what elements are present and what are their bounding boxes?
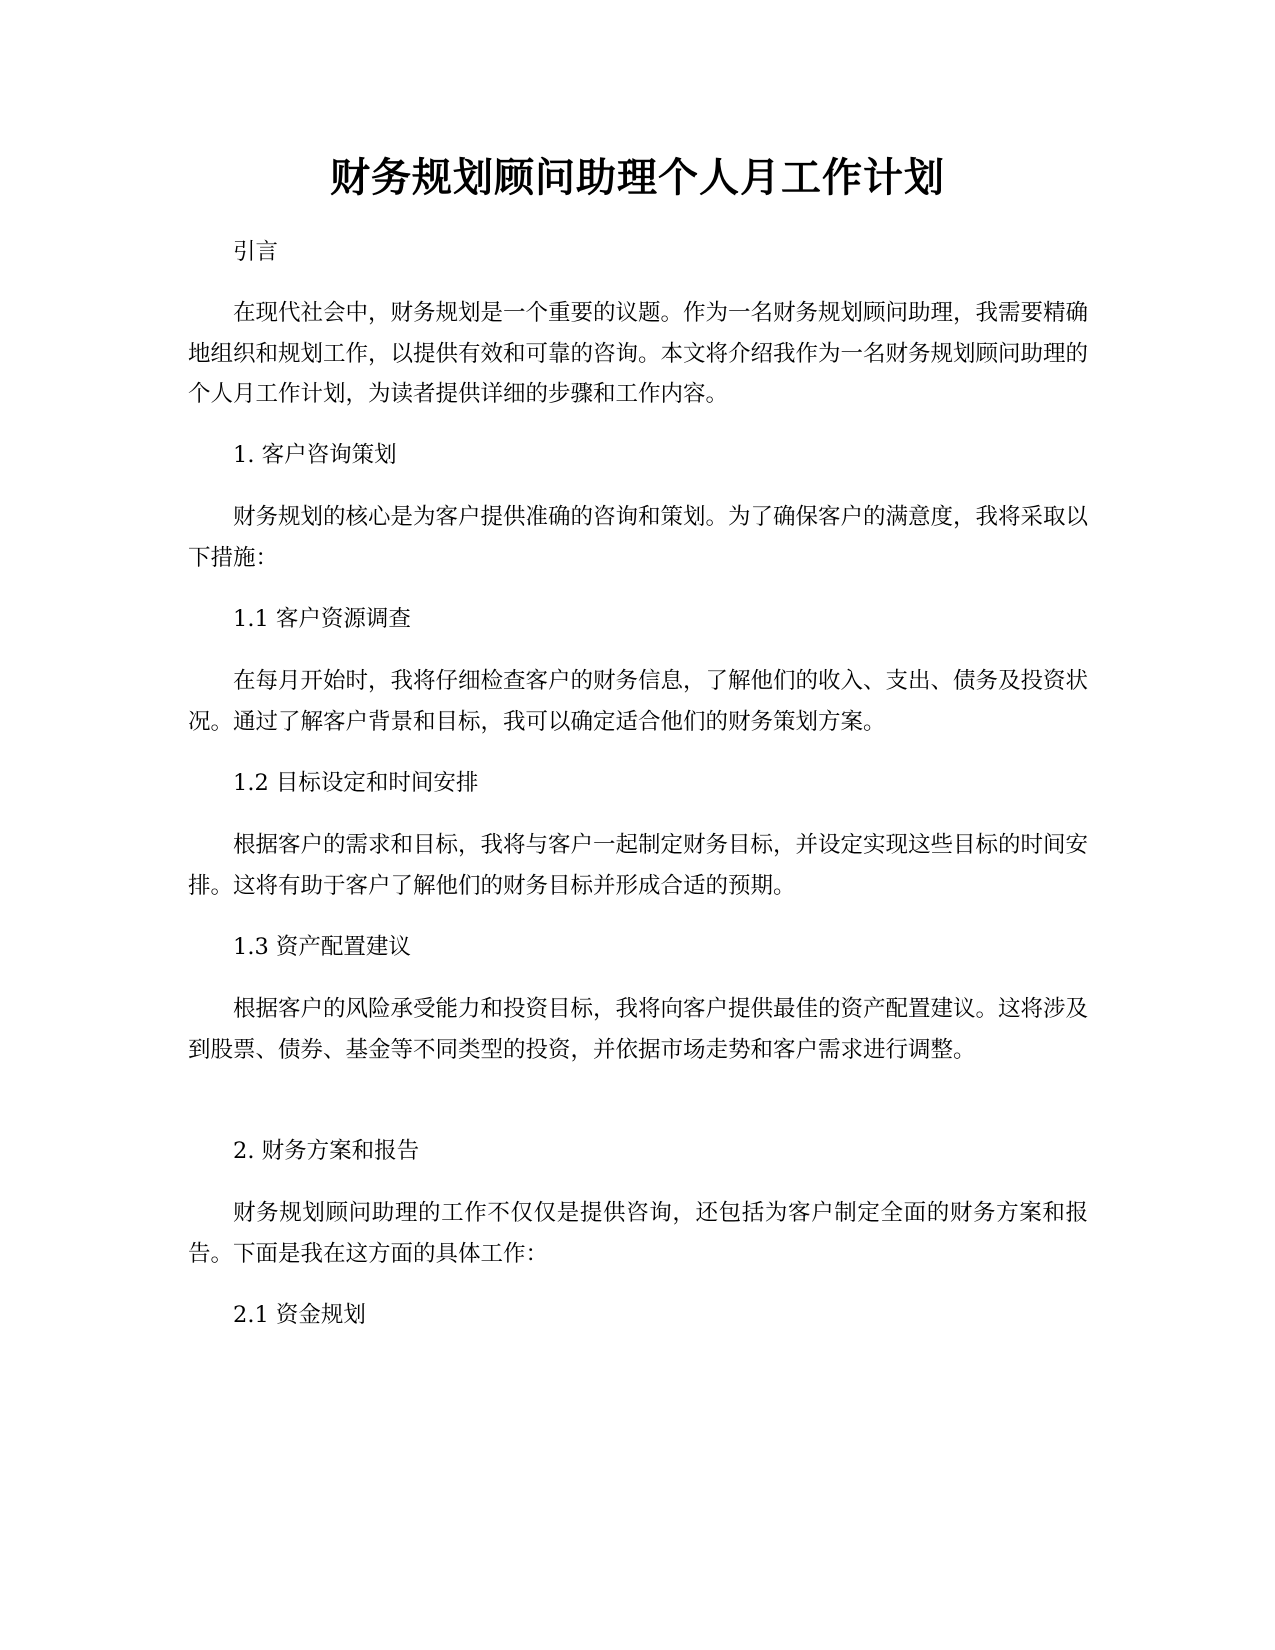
section-1-3-heading: 1.3 资产配置建议 [233,934,411,960]
section-2-heading: 2. 财务方案和报告 [233,1138,420,1164]
section-1-paragraph: 财务规划的核心是为客户提供准确的咨询和策划。为了确保客户的满意度，我将采取以下措施： [188,504,1089,571]
section-1-3-paragraph: 根据客户的风险承受能力和投资目标，我将向客户提供最佳的资产配置建议。这将涉及到股票、债券、基金等不同类型的投资，并依据市场走势和客户需求进行调整。 [188,996,1089,1063]
section-1-heading: 1. 客户咨询策划 [233,442,397,468]
section-2-paragraph: 财务规划顾问助理的工作不仅仅是提供咨询，还包括为客户制定全面的财务方案和报告。下面是我在这方面的具体工作： [188,1200,1088,1267]
intro-paragraph: 在现代社会中，财务规划是一个重要的议题。作为一名财务规划顾问助理，我需要精确地组织和规划工作，以提供有效和可靠的咨询。本文将介绍我作为一名财务规划顾问助理的个人月工作计划，为读者提供详细的步骤和工作内容。 [188,300,1089,407]
section-1-2-paragraph: 根据客户的需求和目标，我将与客户一起制定财务目标，并设定实现这些目标的时间安排。这将有助于客户了解他们的财务目标并形成合适的预期。 [188,832,1089,899]
section-2-1-heading: 2.1 资金规划 [233,1302,366,1328]
section-1-1-heading: 1.1 客户资源调查 [233,606,411,632]
intro-heading: 引言 [233,239,279,265]
section-1-2-heading: 1.2 目标设定和时间安排 [233,770,479,796]
document-title: 财务规划顾问助理个人月工作计划 [330,155,945,201]
section-1-1-paragraph: 在每月开始时，我将仔细检查客户的财务信息，了解他们的收入、支出、债务及投资状况。通过了解客户背景和目标，我可以确定适合他们的财务策划方案。 [188,668,1089,735]
